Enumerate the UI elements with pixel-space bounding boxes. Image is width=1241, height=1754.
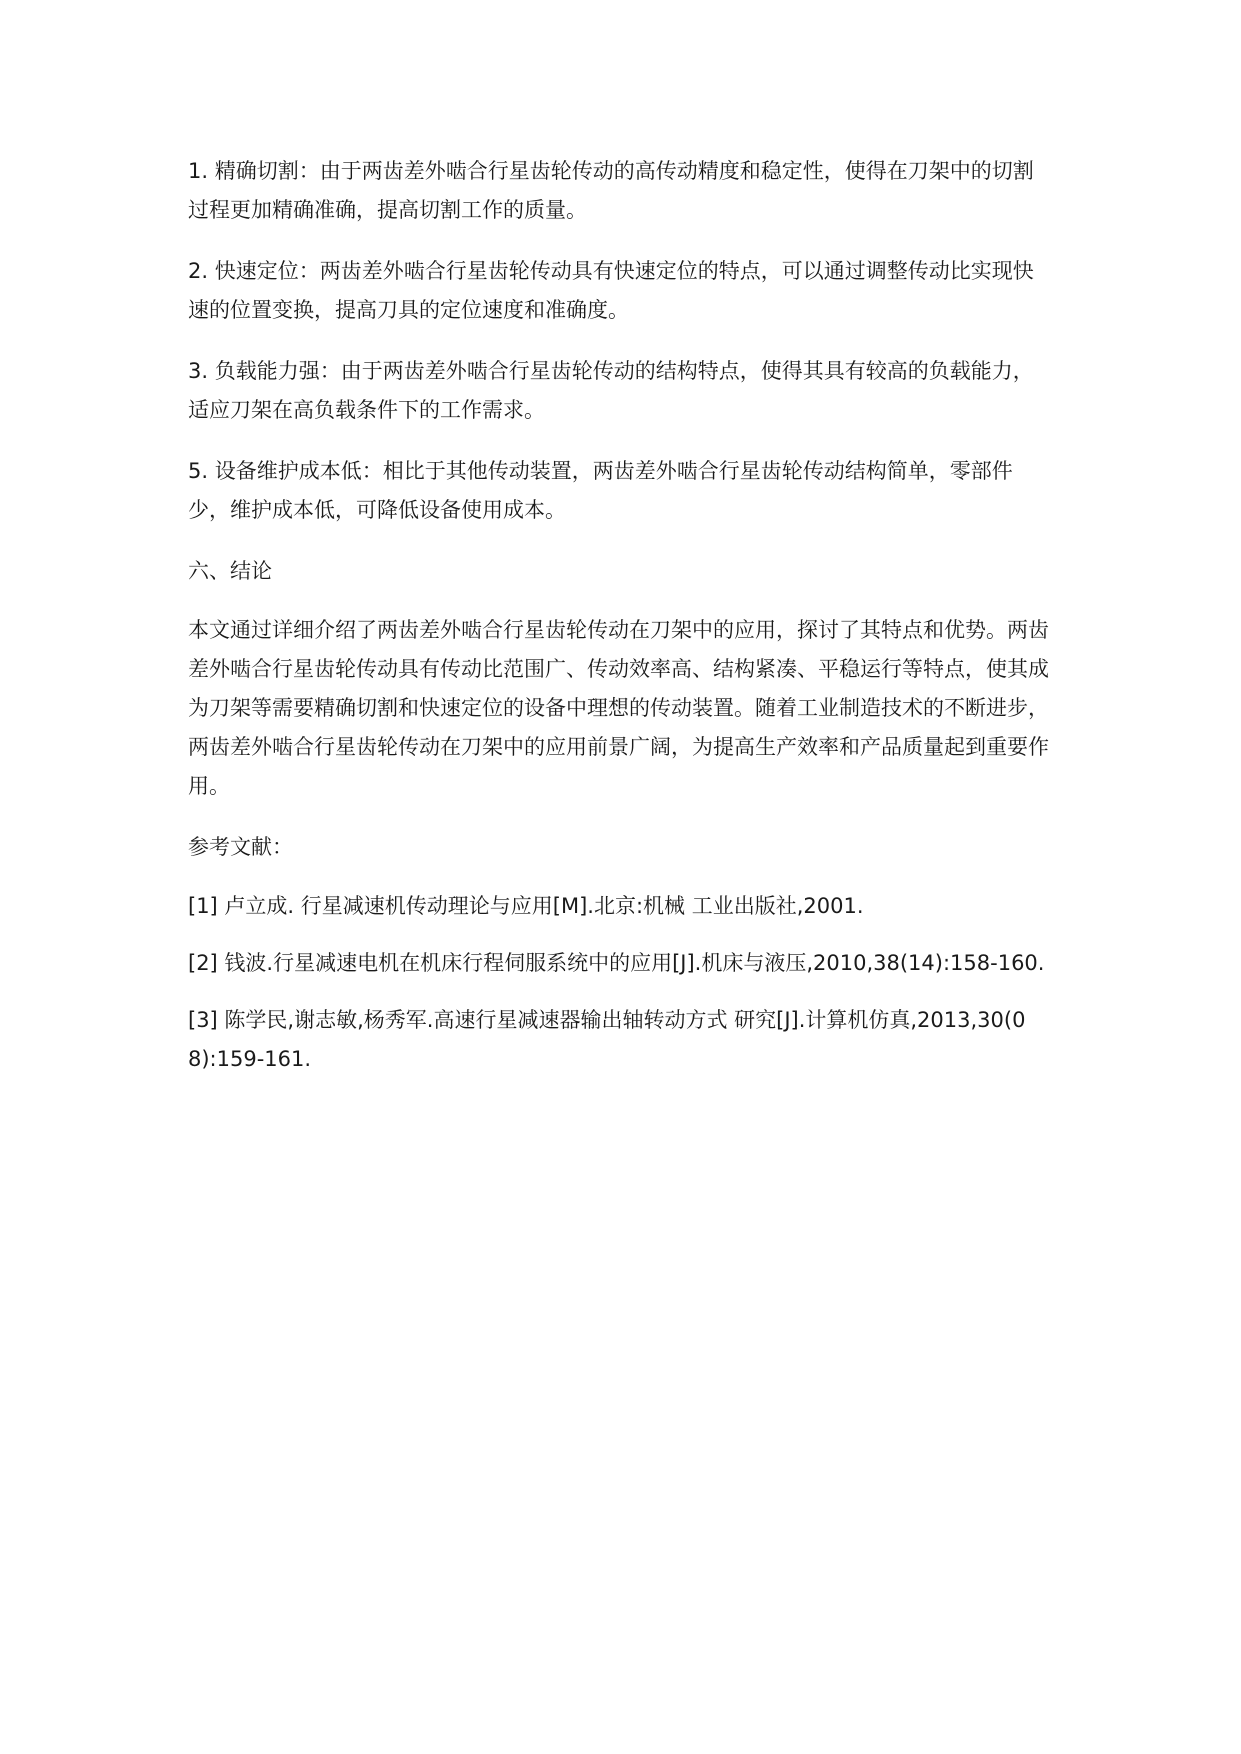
- advantage-item-1: 1. 精确切割：由于两齿差外啮合行星齿轮传动的高传动精度和稳定性，使得在刀架中的切割过程更加精确准确，提高切割工作的质量。: [188, 159, 1034, 222]
- reference-1: [1] 卢立成. 行星减速机传动理论与应用[M].北京:机械 工业出版社,2001.: [188, 894, 864, 918]
- reference-3: [3] 陈学民,谢志敏,杨秀军.高速行星减速器输出轴转动方式 研究[J].计算机仿真,2013,30(08):159-161.: [188, 1008, 1026, 1071]
- advantage-item-5: 5. 设备维护成本低：相比于其他传动装置，两齿差外啮合行星齿轮传动结构简单，零部件少，维护成本低，可降低设备使用成本。: [188, 459, 1013, 522]
- reference-2: [2] 钱波.行星减速电机在机床行程伺服系统中的应用[J].机床与液压,2010,38(14):158-160.: [188, 951, 1045, 975]
- conclusion-heading: 六、结论: [188, 559, 272, 583]
- advantage-item-2: 2. 快速定位：两齿差外啮合行星齿轮传动具有快速定位的特点，可以通过调整传动比实现快速的位置变换，提高刀具的定位速度和准确度。: [188, 259, 1034, 322]
- conclusion-body: 本文通过详细介绍了两齿差外啮合行星齿轮传动在刀架中的应用，探讨了其特点和优势。两齿差外啮合行星齿轮传动具有传动比范围广、传动效率高、结构紧凑、平稳运行等特点，使其成为刀架等需要精确切割和快速定位的设备中理想的传动装置。随着工业制造技术的不断进步，两齿差外啮合行星齿轮传动在刀架中的应用前景广阔，为提高生产效率和产品质量起到重要作用。: [188, 618, 1049, 798]
- references-heading: 参考文献：: [188, 835, 293, 859]
- document-body: [188, 152, 1054, 1097]
- advantage-item-3: 3. 负载能力强：由于两齿差外啮合行星齿轮传动的结构特点，使得其具有较高的负载能力，适应刀架在高负载条件下的工作需求。: [188, 359, 1034, 422]
